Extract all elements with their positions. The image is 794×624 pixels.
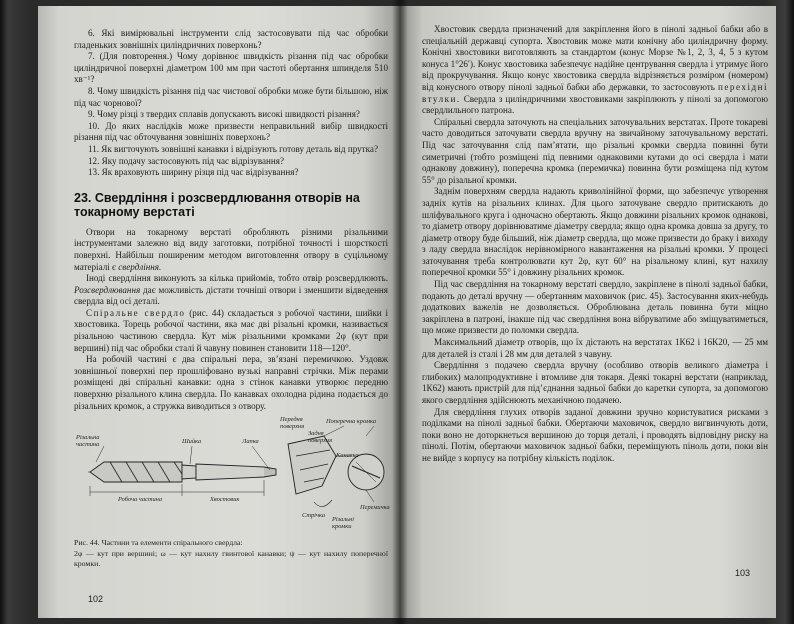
question-item: 6. Які вимірювальні інструменти слід застосовувати під час обробки гладеньких зовнішніх циліндричних поверхонь? bbox=[74, 28, 388, 50]
paragraph: Отвори на токарному верстаті обробляють різними різальними інструментами залежно від виду заготовки, потрібної точності і шорсткості поверхні. Найбільш поширеним методом виготовлення отвору в суцільному матеріалі є свердління. bbox=[74, 226, 388, 272]
section-title: 23. Свердління і розсвердлювання отворів на токарному верстаті bbox=[74, 190, 360, 219]
label-tang: Лапка bbox=[242, 438, 259, 446]
twist-drill-illustration bbox=[88, 446, 276, 496]
label-back-surface: Задня поверхня bbox=[308, 430, 333, 445]
label-shank: Хвостовик bbox=[210, 496, 240, 504]
drill-figure bbox=[74, 416, 388, 536]
question-item: 8. Чому швидкість різання під час чистової обробки може бути більшою, ніж під час чорнової? bbox=[74, 85, 388, 108]
label-web: Перемичка bbox=[360, 504, 390, 512]
label-front-surface: Передня поверхня bbox=[280, 416, 305, 431]
drill-end-view bbox=[348, 426, 384, 502]
paragraph: Під час свердління на токарному верстаті свердло, закріплене в пінолі задньої бабки, подають до деталі вручну — обертанням маховичок (рис. 45). Застосування яких-небудь додаткових важелів не дозволяється. Оброблювана деталь повинна бути міцно закріплена в патроні, інакше під час свердління вона вібруватиме або зміщуватиметься, що може призвести до поломки свердла. bbox=[422, 279, 768, 336]
question-item: 7. (Для повторення.) Чому дорівнює швидкість різання під час обробки циліндричної поверхні діаметром 100 мм при частоті обертання шпинделя 510 хв⁻¹? bbox=[74, 51, 388, 85]
left-column bbox=[74, 28, 388, 568]
right-column bbox=[422, 24, 768, 465]
figure-caption: Рис. 44. Частини та елементи спірального свердла: bbox=[74, 538, 243, 548]
paragraph: Свердління з подачею свердла вручну (особливо отворів великого діаметра і глибоких) малопродуктивне і втомливе для токаря. Деякі токарні верстати (наприклад, 1К62) мають пристрій для під’єднання задньої бабки до каретки супорта, за допомогою якого свердління здійснюють механічною подачею. bbox=[422, 360, 768, 405]
paragraph: Іноді свердління виконують за кілька прийомів, тобто отвір розсвердлюють. Розсвердлювання дає можливість дістати точніші отвори і зменшити відведення свердла від осі деталі. bbox=[74, 273, 388, 307]
paragraph: Максимальний діаметр отворів, що їх дістають на верстатах 1К62 і 16К20, — 25 мм для деталей із сталі і 28 мм для деталей з чавуну. bbox=[422, 337, 768, 359]
paragraph: Заднім поверхням свердла надають криволінійної форми, що забезпечує утворення задніх кутів на різальних клинах. Для цього заточуване свердло притискають до шліфувального круга і одночасно обертають. Якщо довжини різальних кромок однакові, то діаметр отвору дорівнюватиме діаметру свердла; якщо одна кромка довша за другу, то діаметр отвору буде більший, ніж діаметр свердла, що може призвести до браку і виходу з ладу свердла внаслідок нерівномірного навантаження на різальні кромки. У процесі заточування треба контролювати кут 2φ, кут 60° на різальному клині, кут нахилу поперечної кромки 55° і довжину різальних кромок. bbox=[422, 186, 768, 278]
paragraph: Для свердління глухих отворів заданої довжини зручно користуватися рисками з поділками на пінолі задньої бабки. Обертаючи маховичок, свердло вигвинчують доти, поки воно не доторкнеться вершиною до торця деталі, і проводять відповідну риску на пінолі. Потім, обертаючи маховичок задньої бабки, переміщують піноль доти, поки він не вийде з корпусу на потрібну кількість поділок. bbox=[422, 406, 768, 463]
page-number-right: 103 bbox=[734, 568, 750, 578]
paragraph: Спіральні свердла заточують на спеціальних заточувальних верстатах. Проте токареві часто доводиться заточувати свердла вручну на звичайному заточувальному верстаті. Під час заточування слід пам’ятати, що різальні кромки свердла повинні бути симетричні (тобто розміщені під певними однаковими кутами до осі свердла і мати однакову довжину), поперечна кромка (перемичка) повинна бути розміщена під кутом 55° до різальної кромки. bbox=[422, 116, 768, 185]
page-number-left: 102 bbox=[88, 594, 104, 604]
label-cutting-edges: Різальні кромки bbox=[332, 516, 355, 531]
paragraph: Спіральне свердло (рис. 44) складається з робочої частини, шийки і хвостовика. Торець робочої частини, яка має дві різальні кромки, називається різальною частиною свердла. Кут між різальними кромками 2φ (кут при вершині) під час обробки сталі й чавуну повинен становити 118—120°. bbox=[74, 307, 388, 353]
question-item: 10. До яких наслідків може призвести неправильний вибір швидкості різання під час обточування зовнішніх поверхонь? bbox=[74, 120, 388, 143]
label-cutting-part: Різальна частина bbox=[76, 434, 100, 449]
left-page bbox=[38, 6, 400, 618]
right-page bbox=[400, 6, 776, 618]
question-list bbox=[74, 28, 388, 179]
label-working-part: Робоча частина bbox=[118, 496, 163, 504]
label-land: Стрічка bbox=[302, 512, 326, 520]
question-item: 11. Як вигточують зовнішні канавки і відрізують готову деталь від прутка? bbox=[88, 143, 378, 154]
question-item: 12. Яку подачу застосовують під час відрізування? bbox=[88, 155, 284, 166]
book-gutter bbox=[392, 0, 408, 624]
label-flute: Канавка bbox=[336, 452, 359, 460]
question-item: 13. Як враховують ширину різця під час відрізування? bbox=[88, 167, 299, 178]
figure-caption-detail: 2φ — кут при вершині; ω — кут нахилу гвинтової канавки; ψ — кут нахилу поперечної кромки. bbox=[74, 549, 388, 568]
label-transverse-edge: Поперечна кромка bbox=[326, 418, 377, 426]
label-neck: Шийка bbox=[182, 438, 202, 446]
paragraph: На робочій частині є два спіральні пера, зв’язані перемичкою. Уздовж зовнішньої поверхні пер прошліфовано вузькі направні стрічки. Між перами розміщені дві спіральні канавки: одна з стінок канавки утворює передню поверхню різального клина свердла. По канавках охолодна рідина подається до різальних кромок, а стружка виводиться з отвору. bbox=[74, 354, 388, 411]
question-item: 9. Чому різці з твердих сплавів допускають високі швидкості різання? bbox=[88, 109, 360, 120]
paragraph: Хвостовик свердла призначений для закріплення його в пінолі задньої бабки або в спеціальній державці супорта. Хвостовик може мати конічну або циліндричну форму. Конічні хвостовики виготовляють за стандартом (конус Морзе №1, 2, 3, 4, 5 з кутом конуса 1°26′). Конус хвостовика забезпечує надійне центрування свердла і утримує його від прокручування. Якщо конус хвостовика свердла відрізняється розміром (номером) від конусного отвору пінолі задньої бабки або державки, то застосовують перехідні втулки. Свердла з циліндричними хвостовиками закріплюють у пінолі за допомогою свердлильного патрона. bbox=[422, 24, 768, 116]
